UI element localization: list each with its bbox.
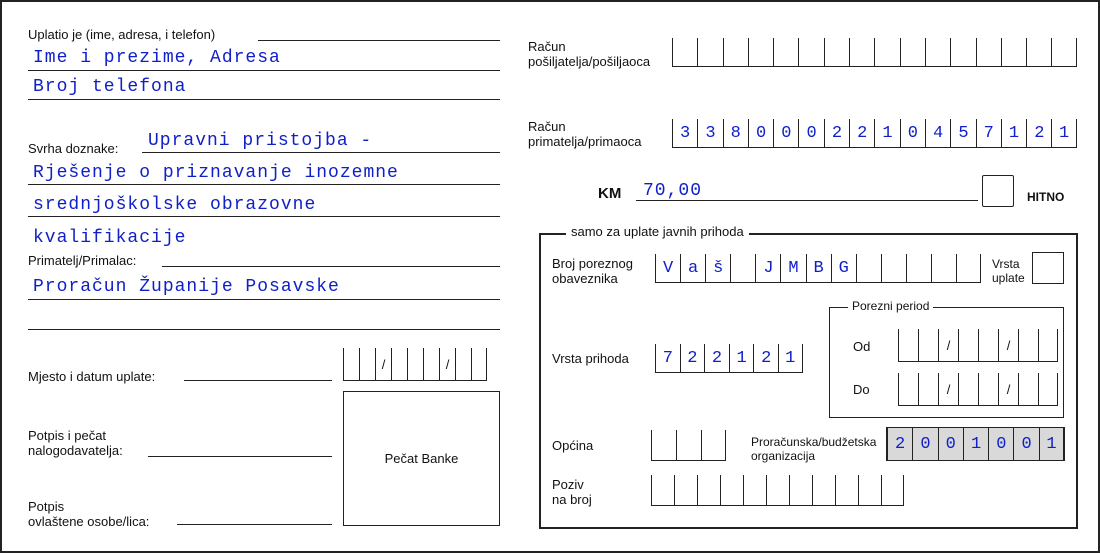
sender-account-cell[interactable] — [1001, 38, 1026, 66]
recipient-underline-2 — [28, 329, 500, 330]
reference-cell[interactable] — [835, 475, 858, 505]
urgent-label: HITNO — [1027, 190, 1065, 204]
period-separator: / — [946, 381, 951, 397]
reference-cell[interactable] — [766, 475, 789, 505]
period-cell[interactable] — [1018, 329, 1038, 361]
municipality-label: Općina — [552, 438, 594, 453]
sender-account-cell[interactable] — [824, 38, 849, 66]
budget-org-cell[interactable]: 0 — [938, 428, 963, 460]
sender-account-cell[interactable] — [976, 38, 1001, 66]
sender-account-cell[interactable] — [672, 38, 697, 66]
taxpayer-cell[interactable]: G — [831, 254, 856, 282]
date-cell[interactable] — [407, 348, 423, 380]
payment-type-label: Vrsta uplate — [992, 257, 1025, 285]
period-cell[interactable] — [1018, 373, 1038, 405]
reference-cell[interactable] — [697, 475, 720, 505]
taxpayer-id-boxes[interactable] — [655, 254, 981, 283]
taxpayer-cell[interactable] — [881, 254, 906, 282]
bank-stamp-label: Pečat Banke — [384, 451, 459, 466]
taxpayer-cell[interactable]: B — [806, 254, 831, 282]
period-to-boxes[interactable] — [898, 373, 1058, 406]
recipient-account-boxes[interactable] — [672, 119, 1077, 148]
date-cell[interactable] — [391, 348, 407, 380]
taxpayer-cell[interactable] — [906, 254, 931, 282]
purpose-underline-2 — [28, 184, 500, 185]
date-cell[interactable] — [359, 348, 375, 380]
sender-account-boxes[interactable] — [672, 38, 1077, 67]
sender-account-cell[interactable] — [874, 38, 899, 66]
recipient-account-cell[interactable]: 0 — [900, 119, 925, 147]
recipient-account-cell[interactable]: 8 — [723, 119, 748, 147]
period-cell[interactable] — [958, 373, 978, 405]
reference-cell[interactable] — [812, 475, 835, 505]
purpose-line-4-field[interactable]: kvalifikacije — [33, 228, 187, 248]
recipient-account-cell[interactable]: 2 — [824, 119, 849, 147]
budget-org-boxes[interactable] — [886, 427, 1065, 461]
revenue-type-cell[interactable]: 2 — [680, 344, 705, 372]
recipient-account-cell[interactable]: 3 — [672, 119, 697, 147]
recipient-label: Primatelj/Primalac: — [28, 253, 137, 268]
authorized-signature-label: Potpis ovlaštene osobe/lica: — [28, 499, 150, 529]
date-cell[interactable] — [471, 348, 487, 380]
recipient-account-cell[interactable]: 3 — [697, 119, 722, 147]
sender-account-cell[interactable] — [1026, 38, 1051, 66]
reference-number-boxes[interactable] — [651, 475, 904, 506]
period-cell[interactable] — [898, 329, 918, 361]
amount-field[interactable]: 70,00 — [643, 181, 703, 201]
budget-org-cell[interactable]: 2 — [887, 428, 912, 460]
period-cell[interactable] — [918, 373, 938, 405]
revenue-type-cell[interactable]: 1 — [778, 344, 803, 372]
payer-line-2 — [28, 99, 500, 100]
taxpayer-cell[interactable] — [956, 254, 981, 282]
sender-account-cell[interactable] — [773, 38, 798, 66]
recipient-account-cell[interactable]: 0 — [773, 119, 798, 147]
reference-cell[interactable] — [858, 475, 881, 505]
currency-label: KM — [598, 185, 622, 202]
reference-cell[interactable] — [881, 475, 904, 505]
urgent-checkbox[interactable] — [982, 175, 1014, 207]
recipient-account-cell[interactable]: 1 — [1051, 119, 1076, 147]
public-revenue-title: samo za uplate javnih prihoda — [566, 224, 749, 239]
recipient-field[interactable]: Proračun Županije Posavske — [33, 277, 340, 297]
date-cell[interactable] — [439, 348, 455, 380]
recipient-account-cell[interactable]: 0 — [748, 119, 773, 147]
payment-date-boxes[interactable] — [343, 348, 487, 381]
payer-name-address-field[interactable]: Ime i prezime, Adresa — [33, 48, 281, 68]
bank-stamp-box — [343, 391, 500, 526]
reference-cell[interactable] — [651, 475, 674, 505]
payer-signature-label: Potpis i pečat nalogodavatelja: — [28, 428, 123, 458]
period-separator: / — [1006, 381, 1011, 397]
tax-period-label: Porezni period — [848, 299, 933, 314]
period-cell[interactable] — [1038, 373, 1058, 405]
payer-phone-field[interactable]: Broj telefona — [33, 77, 187, 97]
municipality-boxes[interactable] — [651, 430, 726, 461]
reference-cell[interactable] — [789, 475, 812, 505]
authorized-signature-line — [177, 524, 332, 525]
sender-account-cell[interactable] — [849, 38, 874, 66]
date-cell[interactable] — [423, 348, 439, 380]
period-cell[interactable] — [898, 373, 918, 405]
period-cell[interactable] — [938, 373, 958, 405]
sender-account-cell[interactable] — [900, 38, 925, 66]
reference-label: Poziv na broj — [552, 477, 592, 507]
sender-account-cell[interactable] — [1051, 38, 1076, 66]
revenue-type-label: Vrsta prihoda — [552, 351, 629, 366]
budget-org-cell[interactable]: 0 — [1013, 428, 1038, 460]
budget-org-cell[interactable]: 1 — [1039, 428, 1064, 460]
taxpayer-cell[interactable]: M — [780, 254, 805, 282]
period-from-label: Od — [853, 339, 871, 354]
taxpayer-cell[interactable] — [856, 254, 881, 282]
payer-signature-line — [148, 456, 332, 457]
period-cell[interactable] — [938, 329, 958, 361]
recipient-account-cell[interactable]: 7 — [976, 119, 1001, 147]
revenue-type-cell[interactable]: 1 — [729, 344, 754, 372]
taxpayer-cell[interactable]: š — [705, 254, 730, 282]
period-cell[interactable] — [998, 329, 1018, 361]
recipient-account-cell[interactable]: 0 — [798, 119, 823, 147]
date-cell[interactable] — [455, 348, 471, 380]
reference-cell[interactable] — [720, 475, 743, 505]
sender-account-cell[interactable] — [697, 38, 722, 66]
purpose-line-3-field[interactable]: srednjoškolske obrazovne — [33, 195, 317, 215]
payment-type-box[interactable] — [1032, 252, 1064, 284]
taxpayer-cell[interactable]: a — [680, 254, 705, 282]
reference-cell[interactable] — [674, 475, 697, 505]
payer-label-line — [258, 40, 500, 41]
purpose-line-2-field[interactable]: Rješenje o priznavanje inozemne — [33, 163, 399, 183]
revenue-type-cell[interactable]: 2 — [704, 344, 729, 372]
period-cell[interactable] — [998, 373, 1018, 405]
purpose-underline-1 — [142, 152, 500, 153]
period-cell[interactable] — [978, 329, 998, 361]
period-cell[interactable] — [1038, 329, 1058, 361]
budget-org-cell[interactable]: 0 — [988, 428, 1013, 460]
purpose-underline-3 — [28, 216, 500, 217]
period-cell[interactable] — [958, 329, 978, 361]
taxpayer-cell[interactable] — [931, 254, 956, 282]
purpose-label: Svrha doznake: — [28, 141, 119, 156]
payer-label: Uplatio je (ime, adresa, i telefon) — [28, 27, 216, 42]
payer-line-1 — [28, 70, 500, 71]
taxpayer-cell[interactable]: V — [655, 254, 680, 282]
period-separator: / — [946, 337, 951, 353]
sender-account-cell[interactable] — [748, 38, 773, 66]
date-cell[interactable] — [343, 348, 359, 380]
revenue-type-cell[interactable]: 2 — [753, 344, 778, 372]
taxpayer-label: Broj poreznog obaveznika — [552, 256, 633, 286]
municipality-cell[interactable] — [651, 430, 676, 460]
recipient-underline-1 — [28, 299, 500, 300]
place-date-label: Mjesto i datum uplate: — [28, 369, 156, 384]
sender-account-cell[interactable] — [723, 38, 748, 66]
budget-org-label: Proračunska/budžetska organizacija — [751, 435, 877, 463]
municipality-cell[interactable] — [676, 430, 701, 460]
recipient-account-cell[interactable]: 2 — [849, 119, 874, 147]
amount-underline — [636, 200, 978, 201]
date-separator: / — [381, 356, 386, 372]
recipient-account-cell[interactable]: 2 — [1026, 119, 1051, 147]
period-to-label: Do — [853, 382, 870, 397]
sender-account-cell[interactable] — [798, 38, 823, 66]
revenue-type-cell[interactable]: 7 — [655, 344, 680, 372]
period-cell[interactable] — [918, 329, 938, 361]
taxpayer-cell[interactable]: J — [755, 254, 780, 282]
recipient-account-cell[interactable]: 5 — [950, 119, 975, 147]
period-separator: / — [1006, 337, 1011, 353]
budget-org-cell[interactable]: 0 — [912, 428, 937, 460]
recipient-account-cell[interactable]: 4 — [925, 119, 950, 147]
period-cell[interactable] — [978, 373, 998, 405]
recipient-account-cell[interactable]: 1 — [874, 119, 899, 147]
place-line — [184, 380, 332, 381]
purpose-line-1-field[interactable]: Upravni pristojba - — [148, 131, 373, 151]
sender-account-cell[interactable] — [925, 38, 950, 66]
taxpayer-cell[interactable] — [730, 254, 755, 282]
sender-account-cell[interactable] — [950, 38, 975, 66]
budget-org-cell[interactable]: 1 — [963, 428, 988, 460]
recipient-account-label: Račun primatelja/primaoca — [528, 119, 642, 149]
sender-account-label: Račun pošiljatelja/pošiljaoca — [528, 39, 651, 69]
period-from-boxes[interactable] — [898, 329, 1058, 362]
reference-cell[interactable] — [743, 475, 766, 505]
date-separator: / — [445, 356, 450, 372]
recipient-label-line — [162, 266, 500, 267]
municipality-cell[interactable] — [701, 430, 726, 460]
revenue-type-boxes[interactable] — [655, 344, 803, 373]
recipient-account-cell[interactable]: 1 — [1001, 119, 1026, 147]
date-cell[interactable] — [375, 348, 391, 380]
